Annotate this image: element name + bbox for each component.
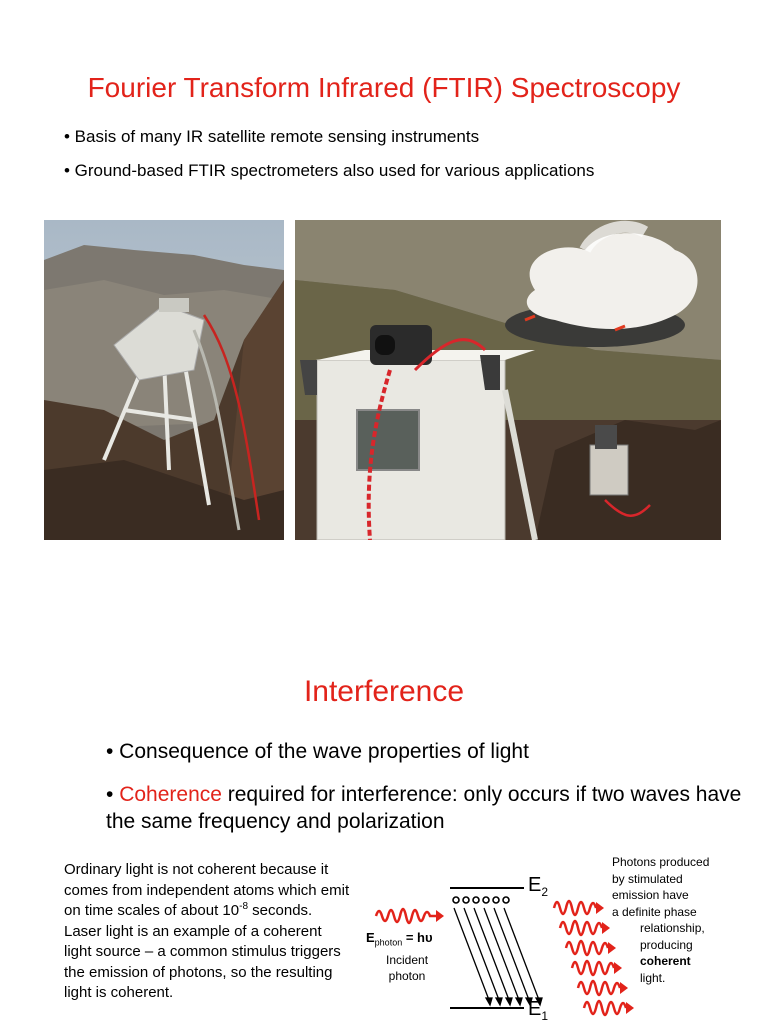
paragraph-exponent: -8 bbox=[239, 901, 249, 912]
photo-spectrometer-crater bbox=[295, 220, 721, 540]
ftir-bullet-list bbox=[64, 126, 594, 194]
paragraph-part-1: Ordinary light is not coherent because it comes from independent atoms which emit on time scales of about 10 bbox=[64, 861, 350, 919]
interference-bullet-1: • Consequence of the wave properties of light bbox=[106, 740, 529, 763]
photo-spectrometer-rim bbox=[44, 220, 284, 540]
energy-level-e2: $E_2$ bbox=[528, 874, 549, 899]
coherence-highlight: Coherence bbox=[119, 783, 222, 806]
bullet-marker: • bbox=[106, 783, 120, 806]
photon-energy-label: $E_{photon} = h\upsilon$ bbox=[366, 930, 433, 948]
incident-photon-label: Incident photon bbox=[386, 953, 429, 983]
energy-level-e1: $E_1$ bbox=[528, 998, 549, 1023]
interference-bullet-2 bbox=[106, 781, 746, 835]
ftir-bullet-2: • Ground-based FTIR spectrometers also used for various applications bbox=[64, 161, 595, 180]
slide-title-ftir: Fourier Transform Infrared (FTIR) Spectroscopy bbox=[87, 72, 681, 103]
paragraph-part-2: seconds. Laser light is an example of a coherent light source – a common stimulus triggers the emission of photons, so the resulting light is coherent. bbox=[64, 902, 341, 1001]
ftir-bullet-1: • Basis of many IR satellite remote sensing instruments bbox=[64, 127, 480, 146]
coherence-explanation bbox=[64, 860, 352, 1004]
slide-title-interference: Interference bbox=[303, 675, 465, 708]
stimulated-emission-diagram bbox=[364, 848, 768, 1024]
bullet-2-rest: required for interference: only occurs if two waves have the same frequency and polarization bbox=[106, 783, 742, 833]
interference-bullet-list bbox=[106, 738, 746, 851]
coherent-photons-note: Photons produced by stimulated emission have a definite phase relationship, producing coherent light. bbox=[612, 855, 710, 985]
